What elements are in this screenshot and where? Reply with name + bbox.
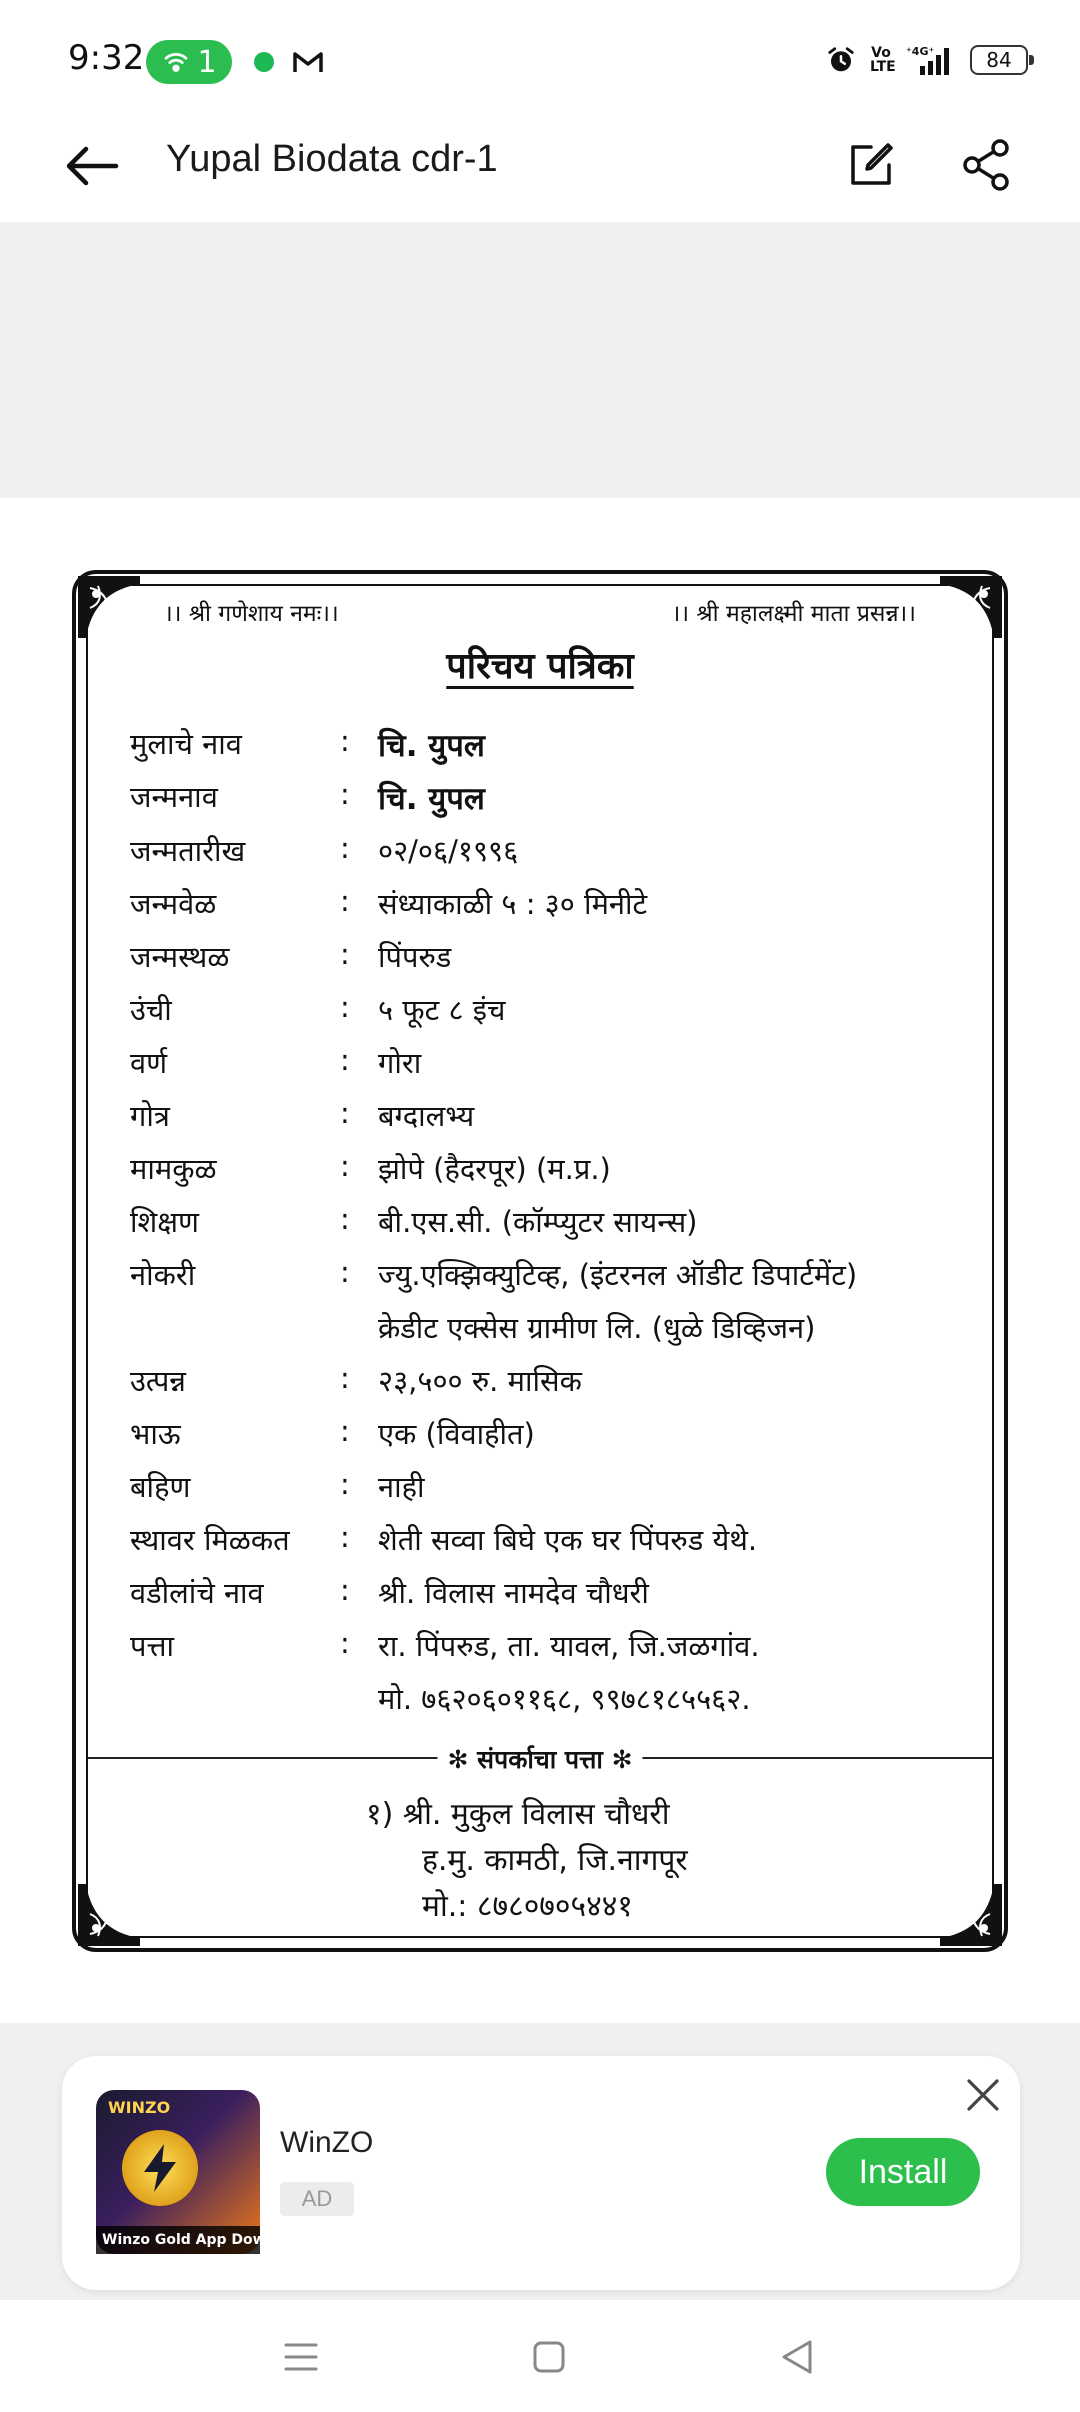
back-triangle-icon xyxy=(780,2339,814,2375)
field-label: भाऊ xyxy=(130,1417,181,1451)
share-icon xyxy=(960,138,1014,192)
ad-close-button[interactable] xyxy=(958,2070,1008,2120)
close-icon xyxy=(966,2078,1000,2112)
menu-icon xyxy=(283,2341,319,2373)
field-label: नोकरी xyxy=(130,1258,196,1292)
field-value: श्री. विलास नामदेव चौधरी xyxy=(378,1576,649,1610)
field-colon: : xyxy=(340,1626,350,1660)
biodata-card xyxy=(72,570,1008,1952)
field-colon: : xyxy=(340,1573,350,1607)
contact-line-phone: मो.: ८७८०७०५४४१ xyxy=(422,1889,633,1924)
field-colon: : xyxy=(340,937,350,971)
biodata-row xyxy=(76,1043,1004,1087)
field-value: बग्दालभ्य xyxy=(378,1099,475,1133)
contact-line-address: ह.मु. कामठी, जि.नागपूर xyxy=(422,1843,688,1878)
field-label: शिक्षण xyxy=(130,1205,199,1239)
home-square-icon xyxy=(532,2340,566,2374)
battery-indicator: 84 xyxy=(970,45,1028,75)
biodata-row xyxy=(76,1149,1004,1193)
biodata-row xyxy=(76,1096,1004,1140)
invocation-ganesh: ।। श्री गणेशाय नमः।। xyxy=(164,601,339,627)
ad-thumb-caption: Winzo Gold App Download xyxy=(96,2226,260,2254)
field-colon: : xyxy=(340,990,350,1024)
field-value: गोरा xyxy=(378,1046,422,1080)
field-label: गोत्र xyxy=(130,1099,170,1133)
field-colon: : xyxy=(340,1467,350,1501)
gmail-notification-icon xyxy=(292,50,324,74)
biodata-row xyxy=(76,1520,1004,1564)
field-colon: : xyxy=(340,884,350,918)
field-label: स्थावर मिळकत xyxy=(130,1523,290,1557)
field-label: मुलाचे नाव xyxy=(130,727,242,761)
contact-divider xyxy=(88,1742,992,1772)
field-value: चि. युपल xyxy=(378,781,485,817)
ad-thumb-brand: WINZO xyxy=(108,2098,171,2117)
biodata-row xyxy=(76,777,1004,821)
nav-recents-button[interactable] xyxy=(266,2322,336,2392)
field-value: चि. युपल xyxy=(378,728,485,764)
field-colon: : xyxy=(340,1096,350,1130)
corner-ornament-icon xyxy=(78,1884,140,1946)
biodata-row xyxy=(76,1467,1004,1511)
biodata-row xyxy=(76,1202,1004,1246)
ad-app-name: WinZO xyxy=(280,2126,374,2159)
status-time: 9:32 xyxy=(68,38,145,78)
hotspot-count: 1 xyxy=(197,44,217,80)
field-label: उत्पन्न xyxy=(130,1364,186,1398)
biodata-heading xyxy=(76,640,1004,689)
arrow-left-icon xyxy=(64,144,120,188)
page-title: Yupal Biodata cdr-1 xyxy=(166,138,498,180)
field-colon: : xyxy=(340,1414,350,1448)
field-colon: : xyxy=(340,831,350,865)
field-value: एक (विवाहीत) xyxy=(378,1417,535,1451)
nav-home-button[interactable] xyxy=(514,2322,584,2392)
field-label: वर्ण xyxy=(130,1046,168,1080)
field-value: नाही xyxy=(378,1470,425,1504)
contact-block xyxy=(366,1792,688,1930)
system-icons xyxy=(826,44,1028,76)
field-label: जन्मनाव xyxy=(130,780,218,814)
biodata-row xyxy=(76,1573,1004,1617)
field-colon: : xyxy=(340,1255,350,1289)
field-value: बी.एस.सी. (कॉम्प्युटर सायन्स) xyxy=(378,1205,698,1239)
svg-text:⁺4G⁺: ⁺4G⁺ xyxy=(906,45,935,58)
invocation-mahalaxmi: ।। श्री महालक्ष्मी माता प्रसन्न।। xyxy=(671,601,916,627)
field-label: जन्मस्थळ xyxy=(130,940,230,974)
ad-placeholder-area xyxy=(0,222,1080,498)
biodata-row xyxy=(76,1414,1004,1458)
status-bar xyxy=(0,0,1080,120)
field-value: क्रेडीट एक्सेस ग्रामीण लि. (धुळे डिव्हिजन) xyxy=(378,1311,816,1345)
biodata-heading-text: परिचय पत्रिका xyxy=(446,645,634,687)
edit-button[interactable] xyxy=(836,130,906,200)
field-value: रा. पिंपरुड, ता. यावल, जि.जळगांव. xyxy=(378,1629,760,1663)
field-value: २३,५०० रु. मासिक xyxy=(378,1364,582,1398)
hotspot-icon xyxy=(161,47,191,77)
biodata-row xyxy=(76,884,1004,928)
system-nav-bar xyxy=(0,2300,1080,2412)
biodata-row xyxy=(76,1361,1004,1405)
field-label: उंची xyxy=(130,993,172,1027)
field-value: शेती सव्वा बिघे एक घर पिंपरुड येथे. xyxy=(378,1523,758,1557)
field-value: मो. ७६२०६०११६८, ९९७८१८५५६२. xyxy=(378,1682,751,1716)
edit-icon xyxy=(847,141,895,189)
spotify-notification-icon xyxy=(254,52,274,72)
biodata-row xyxy=(76,724,1004,768)
field-value: ०२/०६/१९९६ xyxy=(378,834,519,868)
field-colon: : xyxy=(340,1043,350,1077)
field-label: वडीलांचे नाव xyxy=(130,1576,264,1610)
ad-app-thumbnail[interactable] xyxy=(96,2090,310,2254)
field-colon: : xyxy=(340,1520,350,1554)
field-value: झोपे (हैदरपूर) (म.प्र.) xyxy=(378,1152,611,1186)
field-colon: : xyxy=(340,1202,350,1236)
field-colon: : xyxy=(340,777,350,811)
field-value: संध्याकाळी ५ : ३० मिनीटे xyxy=(378,887,648,921)
field-label: जन्मवेळ xyxy=(130,887,217,921)
corner-ornament-icon xyxy=(78,576,140,638)
contact-line-name: १) श्री. मुकुल विलास चौधरी xyxy=(366,1797,670,1832)
back-button[interactable] xyxy=(56,130,128,202)
volte-indicator: Vo LTE xyxy=(870,45,896,75)
field-value: ५ फूट ८ इंच xyxy=(378,993,506,1027)
biodata-row xyxy=(76,1308,1004,1352)
field-value: पिंपरुड xyxy=(378,940,452,974)
ad-badge: AD xyxy=(280,2182,354,2216)
corner-ornament-icon xyxy=(940,1884,1002,1946)
biodata-row xyxy=(76,1255,1004,1299)
biodata-row xyxy=(76,1626,1004,1670)
contact-heading: ✻ संपर्काचा पत्ता ✻ xyxy=(437,1742,642,1776)
field-label: बहिण xyxy=(130,1470,191,1504)
hotspot-indicator[interactable] xyxy=(146,40,232,84)
biodata-row xyxy=(76,990,1004,1034)
field-colon: : xyxy=(340,1149,350,1183)
share-button[interactable] xyxy=(952,130,1022,200)
top-app-bar xyxy=(0,120,1080,222)
alarm-icon xyxy=(826,45,856,75)
field-label: जन्मतारीख xyxy=(130,834,246,868)
ad-banner[interactable] xyxy=(62,2056,1020,2290)
field-value: ज्यु.एक्झिक्युटिव्ह, (इंटरनल ऑडीट डिपार्टमेंट) xyxy=(378,1258,858,1292)
biodata-row xyxy=(76,937,1004,981)
field-colon: : xyxy=(340,1361,350,1395)
biodata-row xyxy=(76,1679,1004,1723)
nav-back-button[interactable] xyxy=(762,2322,832,2392)
field-label: पत्ता xyxy=(130,1629,175,1663)
lightning-coin-icon xyxy=(122,2130,198,2206)
field-label: मामकुळ xyxy=(130,1152,217,1186)
signal-4g-icon xyxy=(906,44,956,76)
biodata-row xyxy=(76,831,1004,875)
install-button[interactable]: Install xyxy=(826,2138,980,2206)
field-colon: : xyxy=(340,724,350,758)
corner-ornament-icon xyxy=(940,576,1002,638)
